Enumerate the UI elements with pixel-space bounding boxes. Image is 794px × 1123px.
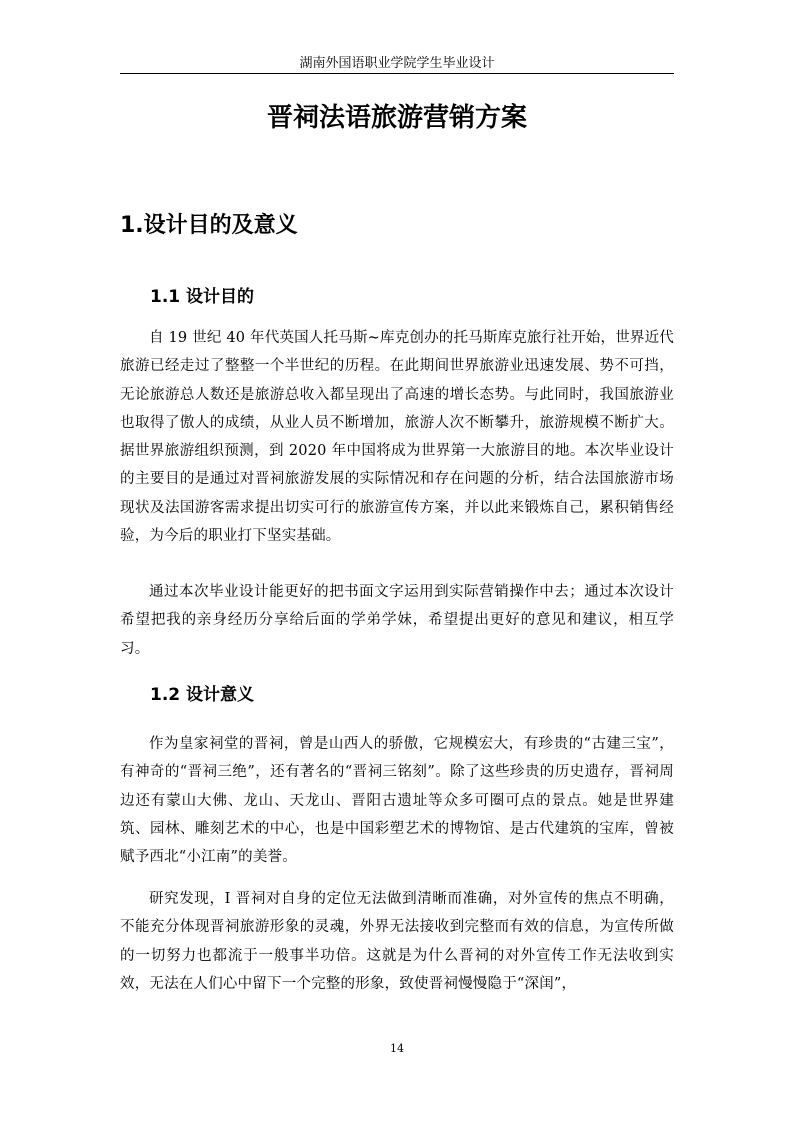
paragraph-significance-2: 研究发现，I 晋祠对自身的定位无法做到清晰而准确，对外宣传的焦点不明确，不能充分体现晋祠旅游形象的灵魂，外界无法接收到完整而有效的信息，为宣传所做的一切努力也都流于一般事半功倍。这就是为什么晋祠的对外宣传工作无法收到实效，无法在人们心中留下一个完整的形象，致使晋祠慢慢隐于“深闺”，: [120, 891, 674, 992]
page-number: 14: [390, 1042, 404, 1055]
paragraph-significance-1: 作为皇家祠堂的晋祠，曾是山西人的骄傲，它规模宏大，有珍贵的“古建三宝”，有神奇的“晋祠三绝”，还有著名的“晋祠三铭刻”。除了这些珍贵的历史遗存，晋祠周边还有蒙山大佛、龙山、天龙山、晋阳古遗址等众多可圈可点的景点。她是世界建筑、园林、雕刻艺术的中心，也是中国彩塑艺术的博物馆、是古代建筑的宝库，曾被赋予西北“小江南”的美誉。: [120, 736, 674, 866]
running-header: 湖南外国语职业学院学生毕业设计: [299, 56, 495, 71]
paragraph-purpose-2: 通过本次毕业设计能更好的把书面文字运用到实际营销操作中去；通过本次设计希望把我的亲身经历分享给后面的学弟学妹，希望提出更好的意见和建议，相互学习。: [120, 584, 674, 657]
section-heading-1: 1.设计目的及意义: [120, 213, 298, 238]
header-divider: [120, 73, 674, 74]
document-title: 晋祠法语旅游营销方案: [266, 103, 527, 133]
paragraph-purpose-1: 自 19 世纪 40 年代英国人托马斯~库克创办的托马斯库克旅行社开始，世界近代旅游已经走过了整整一个半世纪的历程。在此期间世界旅游业迅速发展、势不可挡，无论旅游总人数还是旅游总收入都呈现出了高速的增长态势。与此同时，我国旅游业也取得了傲人的成绩，从业人员不断增加，旅游人次不断攀升，旅游规模不断扩大。据世界旅游组织预测，到 2020 年中国将成为世界第一大旅游目的地。本次毕业设计的主要目的是通过对晋祠旅游发展的实际情况和存在问题的分析，结合法国旅游市场现状及法国游客需求提出切实可行的旅游宣传方案，并以此来锻炼自己，累积销售经验，为今后的职业打下坚实基础。: [120, 330, 674, 545]
subsection-heading-1-1: 1.1 设计目的: [150, 287, 255, 307]
subsection-heading-1-2: 1.2 设计意义: [150, 685, 255, 705]
